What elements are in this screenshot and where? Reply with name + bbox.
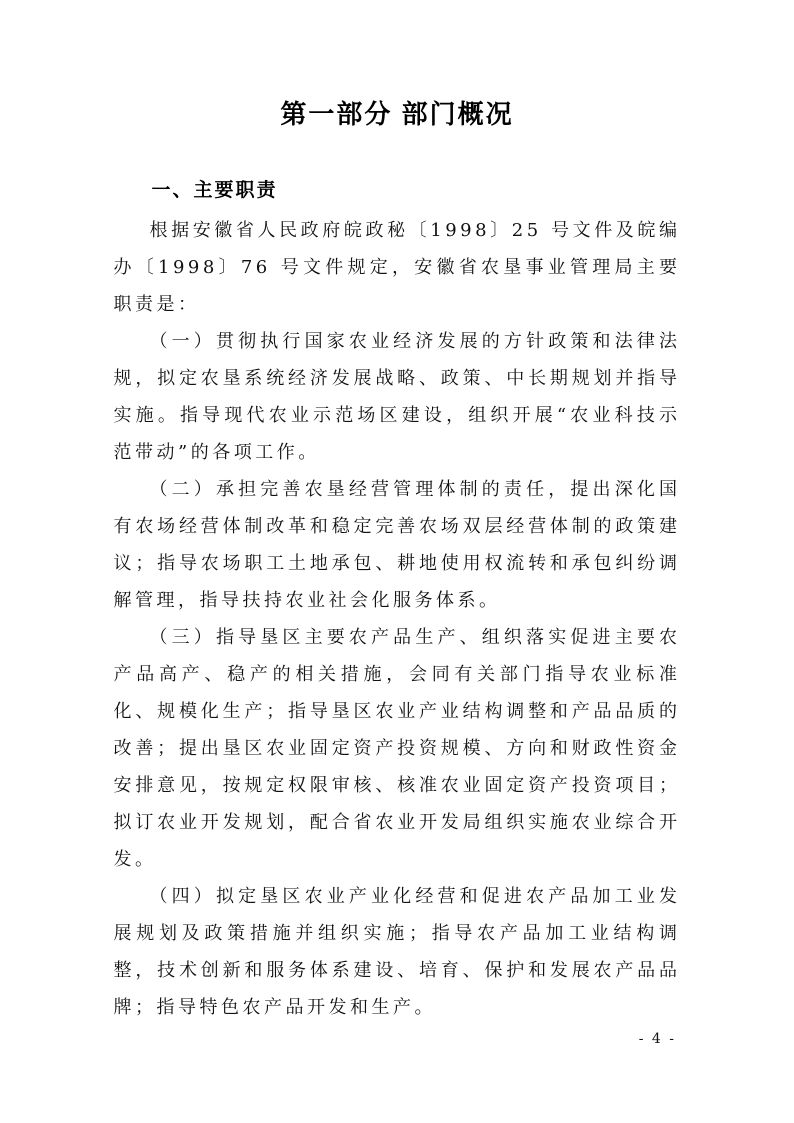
- body-paragraph-1: （一）贯彻执行国家农业经济发展的方针政策和法律法规，拟定农垦系统经济发展战略、政策、中长期规划并指导实施。指导现代农业示范场区建设，组织开展“农业科技示范带动”的各项工作。: [113, 331, 681, 463]
- body-paragraph-4: （四）拟定垦区农业产业化经营和促进农产品加工业发展规划及政策措施并组织实施；指导农产品加工业结构调整，技术创新和服务体系建设、培育、保护和发展农产品品牌；指导特色农产品开发和生产。: [113, 886, 681, 1018]
- page-number: - 4 -: [638, 1031, 676, 1047]
- body-paragraph-intro: 根据安徽省人民政府皖政秘〔1998〕25 号文件及皖编办〔1998〕76 号文件规定，安徽省农垦事业管理局主要职责是：: [113, 220, 681, 315]
- section-heading: 一、主要职责: [151, 180, 278, 201]
- body-paragraph-2: （二）承担完善农垦经营管理体制的责任，提出深化国有农场经营体制改革和稳定完善农场双层经营体制的政策建议；指导农场职工土地承包、耕地使用权流转和承包纠纷调解管理，指导扶持农业社会化服务体系。: [113, 479, 681, 611]
- body-paragraph-3: （三）指导垦区主要农产品生产、组织落实促进主要农产品高产、稳产的相关措施，会同有关部门指导农业标准化、规模化生产；指导垦区农业产业结构调整和产品品质的改善；提出垦区农业固定资产投资规模、方向和财政性资金安排意见，按规定权限审核、核准农业固定资产投资项目；拟订农业开发规划，配合省农业开发局组织实施农业综合开发。: [113, 627, 681, 870]
- page-title: 第一部分 部门概况: [280, 99, 514, 129]
- body-text: [114, 212, 681, 1026]
- document-content: [114, 176, 681, 1026]
